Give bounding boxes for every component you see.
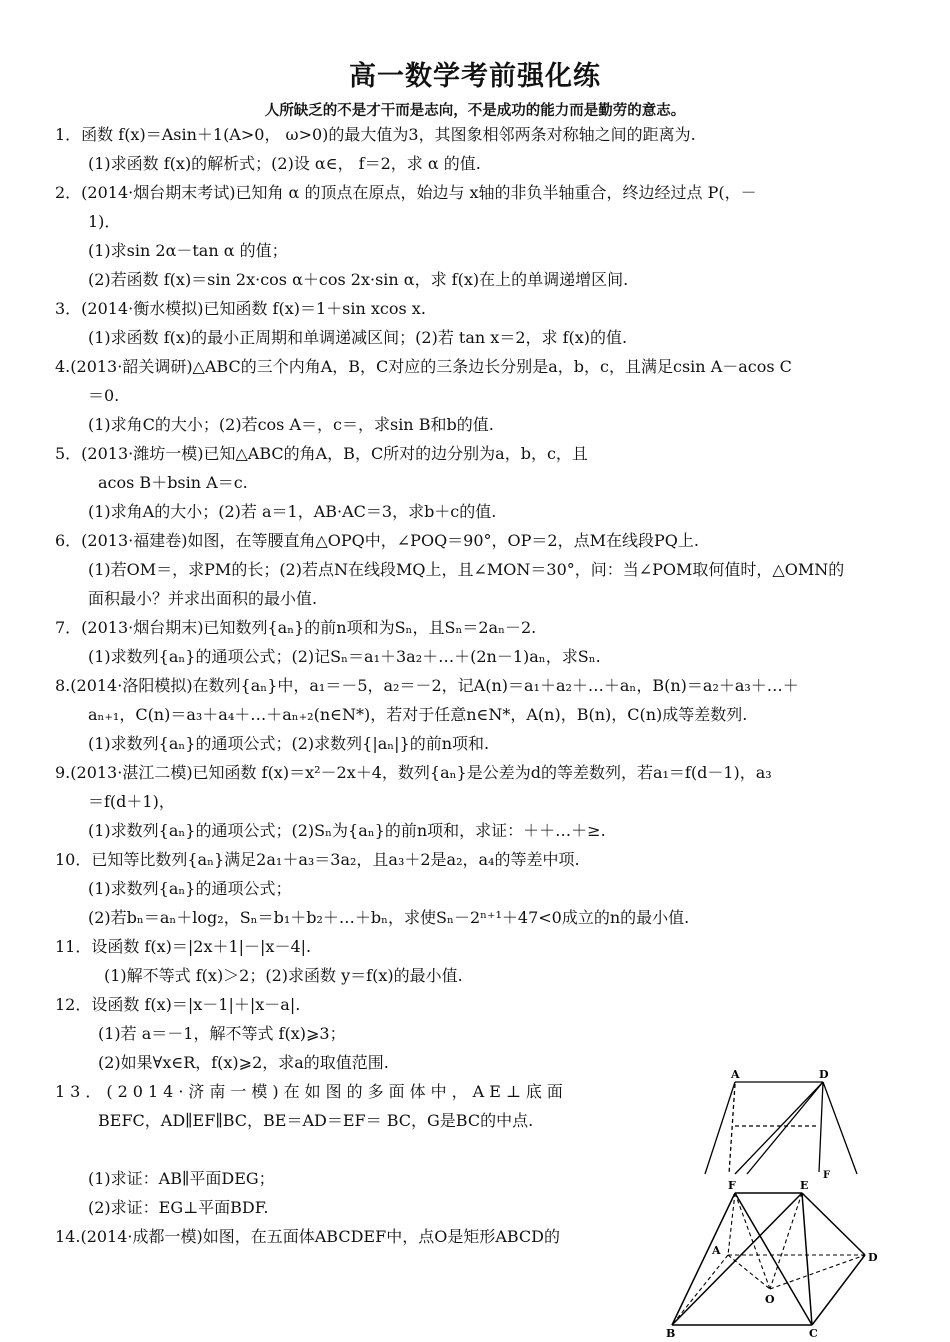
problem-9-line-1: 9.(2013·湛江二模)已知函数 f(x)＝x²－2x＋4，数列{aₙ}是公差为d的等差数列，若a₁＝f(d－1)，a₃ xyxy=(55,763,772,782)
figure-14-edge-eo-hidden xyxy=(770,1193,802,1289)
problem-14-line-1: 14.(2014·成都一模)如图，在五面体ABCDEF中，点O是矩形ABCD的 xyxy=(55,1227,560,1246)
problem-5-line-1: 5．(2013·潍坊一模)已知△ABC的角A，B，C所对的边分别为a，b，c，且 xyxy=(55,444,588,463)
figure-14-edge-cd xyxy=(812,1255,865,1325)
figure-14-label-f: F xyxy=(728,1179,736,1192)
figure-13-label-f: F xyxy=(823,1170,831,1181)
problem-9-line-2: ＝f(d＋1)， xyxy=(88,792,175,811)
page-title: 高一数学考前强化练 xyxy=(349,61,601,92)
problem-10-line-2: (1)求数列{aₙ}的通项公式； xyxy=(88,879,292,898)
figure-14-edge-fa-hidden xyxy=(728,1193,735,1255)
figure-13-edge-diag-2 xyxy=(747,1082,823,1174)
problem-12-line-1: 12．设函数 f(x)＝|x－1|＋|x－a|. xyxy=(55,995,301,1014)
problem-1-line-2: (1)求函数 f(x)的解析式；(2)设 α∈， f＝2，求 α 的值. xyxy=(88,154,481,173)
problem-11-line-2: (1)解不等式 f(x)＞2；(2)求函数 y＝f(x)的最小值. xyxy=(104,966,463,985)
problem-5-line-3: (1)求角A的大小；(2)若 a＝1，AB·AC＝3，求b＋c的值. xyxy=(88,502,497,521)
figure-14-label-o: O xyxy=(765,1293,775,1306)
figure-14-edge-od-hidden xyxy=(770,1255,865,1289)
figure-14-label-b: B xyxy=(666,1327,676,1340)
figure-13-label-a: A xyxy=(731,1068,740,1081)
problem-4-line-1: 4.(2013·韶关调研)△ABC的三个内角A，B，C对应的三条边长分别是a，b，c，且满足csin A－acos C xyxy=(55,357,792,376)
problem-12-line-2: (1)若 a＝－1，解不等式 f(x)⩾3； xyxy=(98,1024,346,1043)
problem-13-line-3: (1)求证：AB∥平面DEG； xyxy=(88,1169,275,1188)
problem-2-line-4: (2)若函数 f(x)＝sin 2x·cos α＋cos 2x·sin α，求 f(x)在上的单调递增区间. xyxy=(88,270,629,289)
problem-13-line-1: 13．(2014·济南一模)在如图的多面体中，AE⊥底面 xyxy=(55,1082,568,1101)
figure-14-label-c: C xyxy=(809,1327,818,1340)
figure-14-pentahedron xyxy=(660,1175,890,1342)
figure-14-label-a: A xyxy=(712,1244,721,1257)
problem-10-line-3: (2)若bₙ＝aₙ＋log₂，Sₙ＝b₁＋b₂＋…＋bₙ，求使Sₙ－2ⁿ⁺¹＋47<0成立的n的最小值. xyxy=(88,908,690,927)
problem-6-line-1: 6．(2013·福建卷)如图，在等腰直角△OPQ中，∠POQ＝90°，OP＝2，点M在线段PQ上. xyxy=(55,531,699,550)
figure-13-edge-right xyxy=(823,1082,857,1174)
problem-1-line-1: 1．函数 f(x)＝Asin＋1(A>0， ω>0)的最大值为3，其图象相邻两条对称轴之间的距离为. xyxy=(55,125,696,144)
problem-2-line-2: 1)． xyxy=(88,212,121,231)
problem-4-line-3: (1)求角C的大小；(2)若cos A＝，c＝，求sin B和b的值. xyxy=(88,415,494,434)
figure-14-label-e: E xyxy=(800,1179,809,1192)
figure-13-label-d: D xyxy=(819,1068,829,1081)
problem-6-line-3: 面积最小？并求出面积的最小值. xyxy=(88,589,318,608)
figure-14-edge-eb xyxy=(672,1193,802,1325)
figure-14-edge-fb xyxy=(672,1193,735,1325)
problem-2-line-1: 2．(2014·烟台期末考试)已知角 α 的顶点在原点，始边与 x轴的非负半轴重合，终边经过点 P(，－ xyxy=(55,183,757,202)
figure-13-polyhedron xyxy=(695,1062,865,1190)
figure-14-edge-ed xyxy=(802,1193,865,1255)
figure-14-edge-ec xyxy=(802,1193,812,1325)
problem-10-line-1: 10．已知等比数列{aₙ}满足2a₁＋a₃＝3a₂，且a₃＋2是a₂，a₄的等差中项. xyxy=(55,850,580,869)
problem-13-line-4: (2)求证：EG⊥平面BDF. xyxy=(88,1198,269,1217)
problem-12-line-3: (2)如果∀x∈R，f(x)⩾2，求a的取值范围. xyxy=(98,1053,389,1072)
problem-4-line-2: ＝0. xyxy=(88,386,120,405)
figure-13-edge-left-1 xyxy=(705,1082,735,1174)
problem-9-line-3: (1)求数列{aₙ}的通项公式；(2)Sₙ为{aₙ}的前n项和，求证：＋＋…＋≥. xyxy=(88,821,606,840)
problem-3-line-2: (1)求函数 f(x)的最小正周期和单调递减区间；(2)若 tan x＝2，求 f(x)的值. xyxy=(88,328,628,347)
problem-8-line-1: 8.(2014·洛阳模拟)在数列{aₙ}中，a₁＝－5，a₂＝－2，记A(n)＝a₁＋a₂＋…＋aₙ，B(n)＝a₂＋a₃＋…＋ xyxy=(55,676,799,695)
problem-5-line-2: acos B＋bsin A＝c. xyxy=(98,473,248,492)
problem-11-line-1: 11．设函数 f(x)＝|2x＋1|－|x－4|. xyxy=(55,937,312,956)
figure-13-edge-diag-1 xyxy=(735,1082,823,1174)
figure-14-label-d: D xyxy=(868,1251,878,1264)
problem-7-line-1: 7．(2013·烟台期末)已知数列{aₙ}的前n项和为Sₙ，且Sₙ＝2aₙ－2. xyxy=(55,618,537,637)
problem-7-line-2: (1)求数列{aₙ}的通项公式；(2)记Sₙ＝a₁＋3a₂＋…＋(2n－1)aₙ，求Sₙ. xyxy=(88,647,601,666)
problem-3-line-1: 3．(2014·衡水模拟)已知函数 f(x)＝1＋sin xcos x. xyxy=(55,299,426,318)
problem-8-line-2: aₙ₊₁，C(n)＝a₃＋a₄＋…＋aₙ₊₂(n∈N*)，若对于任意n∈N*，A(n)，B(n)，C(n)成等差数列. xyxy=(88,705,748,724)
problem-8-line-3: (1)求数列{aₙ}的通项公式；(2)求数列{|aₙ|}的前n项和. xyxy=(88,734,490,753)
problem-2-line-3: (1)求sin 2α－tan α 的值； xyxy=(88,241,288,260)
problem-13-line-2: BEFC，AD∥EF∥BC，BE＝AD＝EF＝ BC，G是BC的中点. xyxy=(98,1111,534,1130)
problem-6-line-2: (1)若OM＝，求PM的长；(2)若点N在线段MQ上，且∠MON＝30°，问：当∠POM取何值时，△OMN的 xyxy=(88,560,845,579)
figure-13-edge-df xyxy=(819,1082,823,1172)
motto: 人所缺乏的不是才干而是志向，不是成功的能力而是勤劳的意志。 xyxy=(264,103,686,119)
